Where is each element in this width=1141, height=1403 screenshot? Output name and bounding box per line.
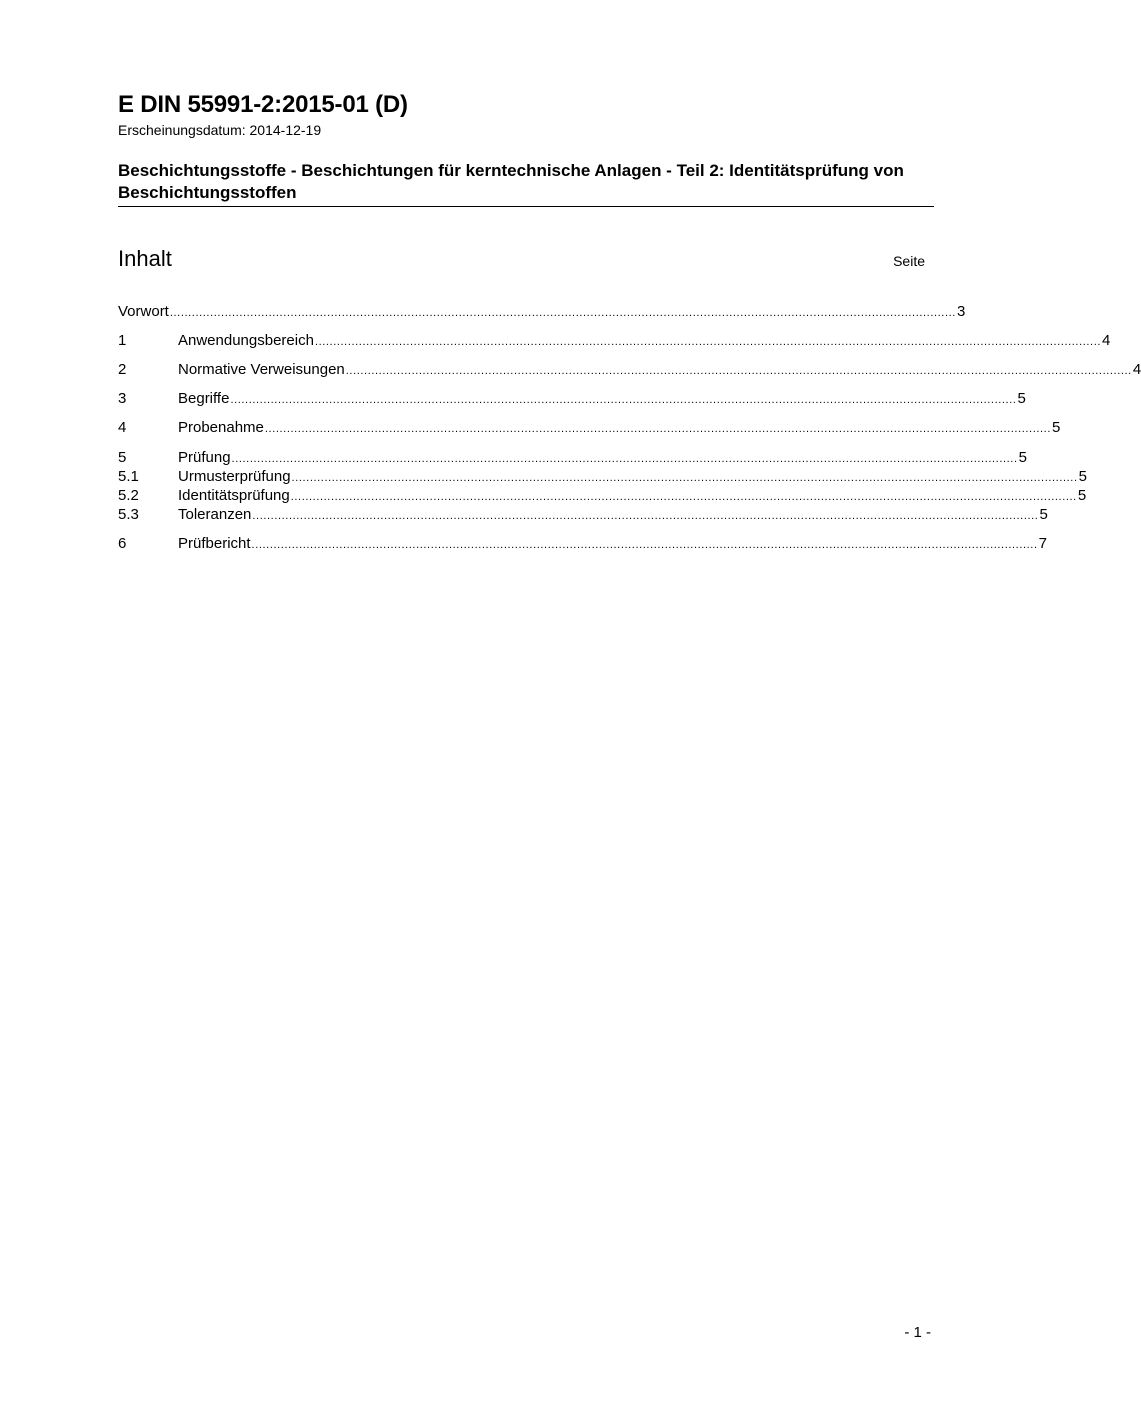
toc-entry-5-2[interactable] [118, 486, 1087, 505]
toc-entry-page: 5 [1018, 449, 1027, 466]
toc-entry-label: Toleranzen [178, 506, 252, 523]
toc-entry-page: 4 [1132, 361, 1141, 378]
toc-entry-page: 5 [1078, 468, 1087, 485]
toc-entry-label: Prüfung [178, 449, 231, 466]
toc-entry-5-1[interactable] [118, 467, 1087, 486]
title-divider [118, 206, 934, 207]
toc-entry-label: Normative Verweisungen [178, 361, 345, 378]
toc-heading: Inhalt [118, 246, 172, 271]
toc-entry-number: 1 [118, 332, 127, 349]
toc-entry-number: 2 [118, 361, 127, 378]
toc-entry-label: Begriffe [178, 390, 230, 407]
toc-entry-number: 5.1 [118, 468, 139, 485]
toc-dot-leader: ....................................................................................................................................................................................................................... [251, 539, 1038, 551]
toc-dot-leader: ....................................................................................................................................................................................................................... [231, 453, 1018, 465]
toc-dot-leader: ....................................................................................................................................................................................................................... [230, 394, 1017, 406]
publication-date: Erscheinungsdatum: 2014-12-19 [118, 122, 322, 138]
page-number: - 1 - [904, 1324, 931, 1341]
toc-entry-page: 4 [1102, 332, 1111, 349]
toc-dot-leader: ....................................................................................................................................................................................................................... [345, 365, 1132, 377]
toc-entry-page: 5 [1017, 390, 1026, 407]
toc-dot-leader: ....................................................................................................................................................................................................................... [252, 510, 1039, 522]
toc-entry-label: Anwendungsbereich [178, 332, 314, 349]
toc-entry-page: 5 [1077, 487, 1087, 504]
toc-entry-label: Prüfbericht [178, 535, 251, 552]
toc-dot-leader: ....................................................................................................................................................................................................................... [290, 491, 1077, 503]
toc-entry-page: 3 [956, 303, 966, 320]
toc-entry-number: 4 [118, 419, 127, 436]
toc-dot-leader: ....................................................................................................................................................................................................................... [169, 307, 956, 319]
toc-entry-1[interactable] [118, 331, 1111, 350]
toc-page-column-label: Seite [893, 253, 925, 269]
toc-entry-2[interactable] [118, 360, 1141, 379]
toc-entry-label: Urmusterprüfung [178, 468, 291, 485]
toc-entry-4[interactable] [118, 418, 1061, 437]
toc-entry-5-3[interactable] [118, 505, 1048, 524]
toc-entry-label: Vorwort [118, 303, 169, 320]
toc-entry-3[interactable] [118, 389, 1026, 408]
toc-entry-page: 5 [1039, 506, 1048, 523]
toc-entry-number: 5.2 [118, 487, 139, 504]
toc-entry-page: 5 [1051, 419, 1061, 436]
toc-entry-label: Probenahme [178, 419, 264, 436]
toc-entry-number: 3 [118, 390, 127, 407]
toc-entry-5[interactable] [118, 448, 1027, 467]
toc-dot-leader: ....................................................................................................................................................................................................................... [291, 472, 1078, 484]
toc-entry-number: 5 [118, 449, 127, 466]
document-title: Beschichtungsstoffe - Beschichtungen für kerntechnische Anlagen - Teil 2: Identitätsprüfung von Beschichtungsstoffen [118, 161, 904, 202]
toc-entry-number: 6 [118, 535, 127, 552]
toc-entry-page: 7 [1038, 535, 1047, 552]
toc-entry-label: Identitätsprüfung [178, 487, 290, 504]
toc-entry-6[interactable] [118, 534, 1047, 553]
toc-dot-leader: ....................................................................................................................................................................................................................... [264, 423, 1051, 435]
toc-dot-leader: ....................................................................................................................................................................................................................... [314, 336, 1102, 348]
toc-entry-number: 5.3 [118, 506, 139, 523]
document-id: E DIN 55991-2:2015-01 (D) [118, 91, 408, 118]
toc-entry-vorwort[interactable] [118, 302, 966, 321]
